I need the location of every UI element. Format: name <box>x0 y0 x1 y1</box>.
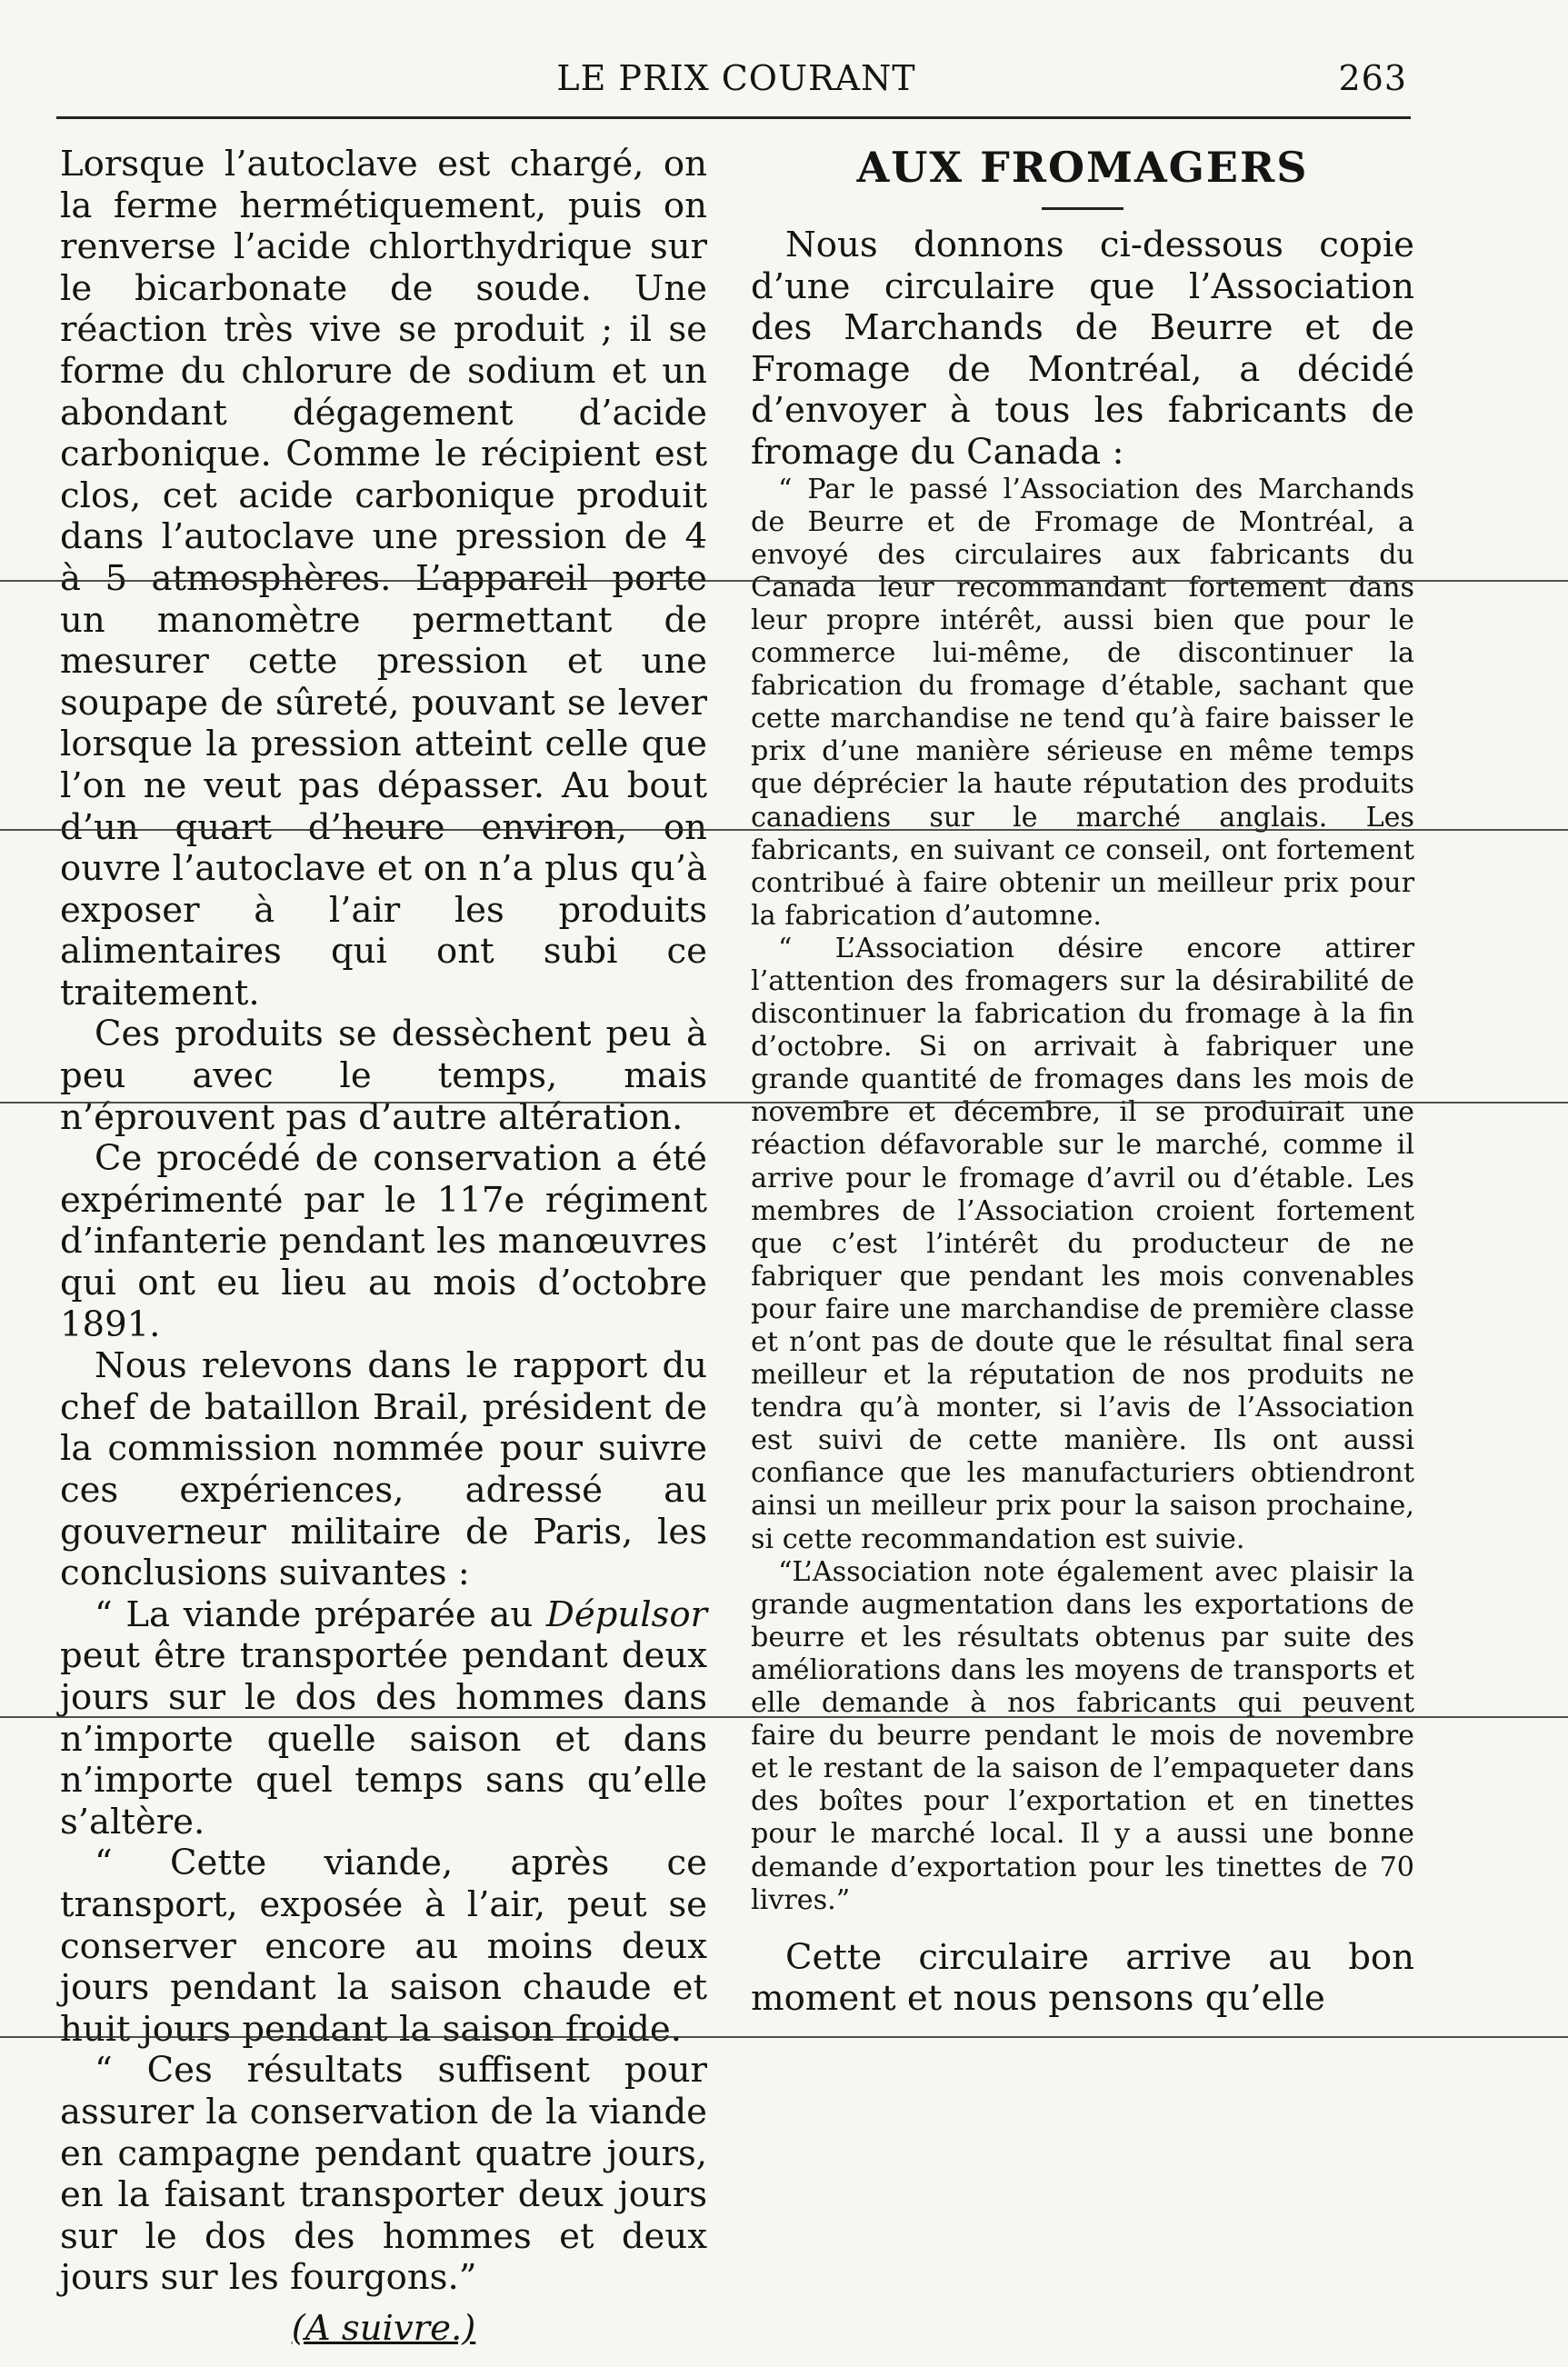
article-heading: AUX FROMAGERS <box>856 143 1309 192</box>
scan-line <box>0 580 1568 582</box>
left-column <box>60 144 707 2349</box>
header-rule <box>56 116 1411 119</box>
right-column <box>751 144 1414 2020</box>
circular-paragraph: “ L’Association désire encore attirer l’attention des fromagers sur la désirabilité de discontinuer la fabrication du fromage à la fin d’octobre. Si on arrivait à fabriquer une grande quantité de fromages dans les mois de novembre et décembre, il se produirait une réaction défavorable sur le marché, comme il arrive pour le fromage d’avril ou d’étable. Les membres de l’Association croient fortement que c’est l’intérêt du producteur de ne fabriquer que pendant les mois convenables pour faire une marchandise de première classe et n’ont pas de doute que le résultat final sera meilleur et la réputation de nos produits ne tendra qu’à monter, si l’avis de l’Association est suivi de cette manière. Ils ont aussi confiance que les manufacturiers obtiendront ainsi un meilleur prix pour la saison prochaine, si cette recommandation est suivie. <box>751 932 1414 1555</box>
product-name: Dépulsor <box>545 1593 707 1635</box>
scan-line <box>0 1102 1568 1104</box>
scan-line <box>0 829 1568 831</box>
quote-paragraph: “ Ces résultats suffisent pour assurer la conservation de la viande en campagne pendant quatre jours, en la faisant transporter deux jours sur le dos des hommes et deux jours sur les fourgons.” <box>60 2050 707 2299</box>
running-title: LE PRIX COURANT <box>556 58 916 98</box>
quote-paragraph: “ Cette viande, après ce transport, exposée à l’air, peut se conserver encore au moins deux jours pendant la saison chaude et huit jours pendant la saison froide. <box>60 1843 707 2050</box>
to-be-continued: (A suivre.) <box>291 2307 476 2349</box>
circular-paragraph: “ Par le passé l’Association des Marchands de Beurre et de Fromage de Montréal, a envoyé des circulaires aux fabricants du Canada leur recommandant fortement dans leur propre intérêt, aussi bien que pour le commerce lui-même, de discontinuer la fabrication du fromage d’étable, sachant que cette marchandise ne tend qu’à faire baisser le prix d’une manière sérieuse en même temps que déprécier la haute réputation des produits canadiens sur le marché anglais. Les fabricants, en suivant ce conseil, ont fortement contribué à faire obtenir un meilleur prix pour la fabrication d’automne. <box>751 473 1414 932</box>
scan-line <box>0 2036 1568 2038</box>
paragraph: Ces produits se dessèchent peu à peu avec le temps, mais n’éprouvent pas d’autre altération. <box>60 1014 707 1138</box>
quote-paragraph: “ La viande préparée au Dépulsor peut être transportée pendant deux jours sur le dos des hommes dans n’importe quelle saison et dans n’importe quel temps sans qu’elle s’altère. <box>60 1593 707 1843</box>
circular-text <box>751 474 1414 1917</box>
circular-paragraph: “L’Association note également avec plaisir la grande augmentation dans les exportations de beurre et les résultats obtenus par suite des améliorations dans les moyens de transports et elle demande à nos fabricants qui peuvent faire du beurre pendant le mois de novembre et le restant de la saison de l’empaqueter dans des boîtes pour l’exportation et en tinettes pour le marché local. Il y a aussi une bonne demande d’exportation pour les tinettes de 70 livres.” <box>751 1555 1414 1916</box>
page-header <box>55 53 1418 107</box>
paragraph: Nous relevons dans le rapport du chef de bataillon Brail, président de la commission nommée pour suivre ces expériences, adressé au gouverneur militaire de Paris, les conclusions suivantes : <box>60 1345 707 1594</box>
scan-line <box>0 1716 1568 1718</box>
paragraph: Lorsque l’autoclave est chargé, on la ferme hermétiquement, puis on renverse l’acide chlorthydrique sur le bicarbonate de soude. Une réaction très vive se produit ; il se forme du chlorure de sodium et un abondant dégagement d’acide carbonique. Comme le récipient est clos, cet acide carbonique produit dans l’autoclave une pression de 4 à 5 atmosphères. L’appareil porte un manomètre permettant de mesurer cette pression et une soupape de sûreté, pouvant se lever lorsque la pression atteint celle que l’on ne veut pas dépasser. Au bout d’un quart d’heure environ, on ouvre l’autoclave et on n’a plus qu’à exposer à l’air les produits alimentaires qui ont subi ce traitement. <box>60 144 707 1014</box>
closing-paragraph: Cette circulaire arrive au bon moment et nous pensons qu’elle <box>751 1936 1414 2020</box>
paragraph: Ce procédé de conservation a été expérimenté par le 117e régiment d’infanterie pendant les manœuvres qui ont eu lieu au mois d’octobre 1891. <box>60 1138 707 1345</box>
intro-paragraph: Nous donnons ci-dessous copie d’une circulaire que l’Association des Marchands de Beurre et de Fromage de Montréal, a décidé d’envoyer à tous les fabricants de fromage du Canada : <box>751 225 1414 473</box>
heading-rule <box>1042 207 1124 210</box>
page-number: 263 <box>1338 58 1407 98</box>
